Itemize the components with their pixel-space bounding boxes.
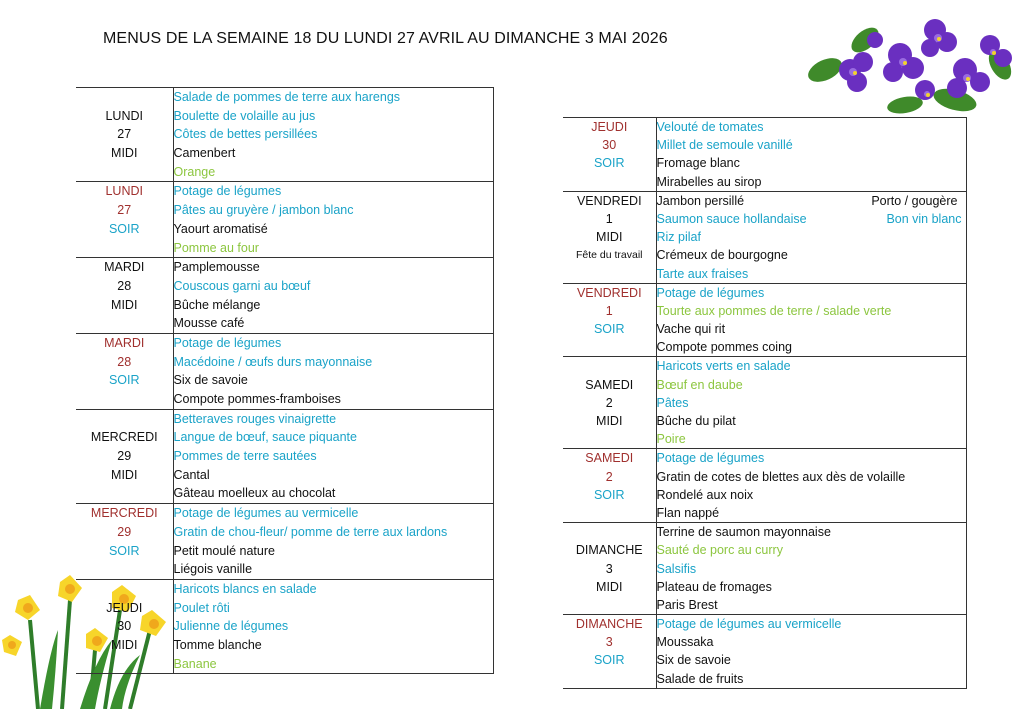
dish-item (174, 504, 493, 523)
dish-label: Potage de légumes au vermicelle (173, 506, 359, 521)
dish-item (657, 338, 966, 356)
dish-label: Moussaka (656, 635, 714, 650)
dish-item (657, 192, 966, 210)
dish-label: Liégois vanille (173, 562, 253, 577)
dish-item (657, 541, 966, 559)
dish-label: Gâteau moelleux au chocolat (173, 486, 336, 501)
meal-time: SOIR (108, 543, 140, 558)
dish-label: Bûche mélange (173, 297, 261, 312)
meal-time: MIDI (596, 230, 623, 245)
meal-row (563, 357, 966, 449)
day-cell (76, 409, 173, 503)
day-spacer (76, 655, 173, 674)
dish-label: Plateau de fromages (656, 579, 772, 594)
meal-time: SOIR (593, 487, 625, 502)
meal-row (563, 191, 966, 283)
dish-item (174, 144, 493, 163)
dishes-cell (656, 615, 966, 689)
meal-time: MIDI (596, 414, 623, 428)
dish-label: Flan nappé (656, 505, 720, 520)
dish-label: Camenbert (173, 146, 236, 161)
dish-item (174, 314, 493, 333)
day-date: 30 (602, 138, 617, 153)
dish-label: Six de savoie (173, 373, 248, 388)
dish-item (657, 136, 966, 154)
dish-label: Bûche du pilat (656, 414, 736, 428)
day-name: VENDREDI (576, 285, 642, 300)
day-name: MARDI (104, 335, 145, 350)
dish-item (174, 428, 493, 447)
meal-time: SOIR (108, 221, 140, 236)
drink-pairing: Porto / gougère (871, 193, 958, 208)
meal-row (76, 333, 493, 409)
meal-row (76, 409, 493, 503)
dish-item (174, 277, 493, 296)
dish-item (657, 154, 966, 172)
day-cell (76, 258, 173, 334)
dish-label: Julienne de légumes (173, 619, 289, 634)
dish-item (174, 523, 493, 542)
dish-item (174, 201, 493, 220)
dish-label: Haricots blancs en salade (173, 581, 317, 596)
dishes-cell (173, 504, 493, 580)
dish-item (174, 560, 493, 579)
dish-item (174, 182, 493, 201)
dish-label: Langue de bœuf, sauce piquante (173, 430, 357, 445)
day-spacer (563, 596, 656, 614)
dish-label: Riz pilaf (656, 230, 701, 245)
dish-label: Côtes de bettes persillées (173, 127, 318, 142)
dish-label: Pommes de terre sautées (173, 449, 317, 464)
drink-pairing: Bon vin blanc (886, 211, 962, 226)
day-spacer (76, 580, 173, 599)
day-spacer (76, 88, 173, 107)
dishes-cell (173, 182, 493, 258)
dish-label: Jambon persillé (656, 193, 745, 208)
meal-row (76, 504, 493, 580)
day-spacer (76, 560, 173, 579)
dish-item (174, 371, 493, 390)
dish-item (657, 430, 966, 448)
meal-row (76, 88, 493, 182)
dish-label: Salade de fruits (656, 671, 744, 686)
dish-label: Tourte aux pommes de terre / salade verte (656, 303, 892, 318)
meal-time: MIDI (111, 637, 138, 652)
dish-item (657, 357, 966, 375)
dish-item (657, 523, 966, 541)
dish-item (174, 636, 493, 655)
dish-item (174, 258, 493, 277)
day-date: 29 (117, 524, 132, 539)
dish-item (657, 284, 966, 302)
meal-time: SOIR (593, 322, 625, 337)
dish-item (174, 466, 493, 485)
dish-label: Gratin de chou-fleur/ pomme de terre aux lardons (173, 524, 448, 539)
dish-item (657, 651, 966, 669)
day-name: JEUDI (591, 120, 628, 134)
dish-label: Pomme au four (173, 240, 259, 255)
dish-item (657, 633, 966, 651)
dishes-cell (656, 191, 966, 283)
dish-item (174, 296, 493, 315)
day-name: DIMANCHE (575, 617, 643, 632)
dish-item (174, 484, 493, 503)
day-spacer (76, 390, 173, 409)
dish-item (174, 410, 493, 429)
dish-item (657, 468, 966, 486)
dish-label: Crémeux de bourgogne (656, 248, 788, 263)
dish-item (174, 88, 493, 107)
dish-item (174, 239, 493, 258)
dish-item (174, 107, 493, 126)
dish-label: Tarte aux fraises (656, 266, 749, 281)
dishes-cell (173, 409, 493, 503)
day-name: SAMEDI (585, 377, 634, 392)
dish-label: Potage de légumes (656, 451, 765, 466)
meal-time: SOIR (108, 373, 140, 388)
dish-label: Haricots verts en salade (656, 359, 791, 374)
day-date: 28 (117, 354, 132, 369)
day-spacer (76, 163, 173, 182)
day-cell (563, 283, 656, 357)
dishes-cell (656, 357, 966, 449)
dish-item (657, 560, 966, 578)
day-date: 27 (117, 203, 132, 218)
dish-item (657, 173, 966, 191)
meal-row (563, 615, 966, 689)
day-date: 1 (605, 303, 613, 318)
day-spacer (76, 314, 173, 333)
dish-item (657, 376, 966, 394)
menu-table-left (76, 87, 494, 674)
dish-label: Compote pommes-framboises (173, 392, 341, 406)
day-cell (563, 615, 656, 689)
dish-item (174, 599, 493, 618)
day-cell (563, 357, 656, 449)
dish-label: Yaourt aromatisé (173, 221, 268, 236)
dish-label: Macédoine / œufs durs mayonnaise (173, 354, 373, 369)
day-cell (76, 504, 173, 580)
day-spacer (563, 173, 656, 191)
day-name: MERCREDI (90, 430, 158, 445)
dishes-cell (656, 523, 966, 615)
dish-item (174, 334, 493, 353)
dish-label: Terrine de saumon mayonnaise (656, 525, 831, 540)
day-cell (563, 523, 656, 615)
dish-label: Orange (173, 164, 216, 179)
dish-label: Poire (656, 432, 686, 447)
day-date: 3 (605, 561, 613, 576)
dish-item (657, 615, 966, 633)
day-spacer (563, 523, 656, 541)
dish-label: Velouté de tomates (656, 120, 764, 134)
meal-time: SOIR (593, 156, 625, 171)
dish-item (657, 596, 966, 614)
dish-label: Boulette de volaille au jus (173, 108, 316, 123)
dish-item (657, 320, 966, 338)
day-name: VENDREDI (576, 193, 642, 208)
dish-label: Salade de pommes de terre aux harengs (173, 90, 401, 104)
day-name: JEUDI (106, 600, 143, 615)
dish-label: Pâtes au gruyère / jambon blanc (173, 203, 354, 218)
dish-label: Potage de légumes au vermicelle (656, 617, 842, 632)
day-name: DIMANCHE (575, 543, 643, 558)
meal-time: MIDI (111, 146, 138, 161)
dish-item (657, 228, 966, 246)
day-date: 3 (605, 635, 613, 650)
dish-item (657, 210, 966, 228)
dish-label: Potage de légumes (173, 184, 282, 199)
dishes-cell (173, 88, 493, 182)
dish-label: Six de savoie (656, 653, 731, 668)
meal-row (563, 283, 966, 357)
dish-item (657, 302, 966, 320)
dish-label: Petit moulé nature (173, 543, 275, 558)
dish-label: Rondelé aux noix (656, 487, 754, 502)
dish-label: Potage de légumes (173, 335, 282, 350)
day-date: 2 (605, 469, 613, 484)
day-spacer (563, 338, 656, 356)
day-date: 1 (605, 211, 613, 226)
dish-item (174, 353, 493, 372)
dish-label: Couscous garni au bœuf (173, 278, 311, 293)
dish-label: Sauté de porc au curry (656, 543, 783, 558)
dish-label: Potage de légumes (656, 285, 765, 300)
day-cell (76, 182, 173, 258)
dish-item (174, 390, 493, 409)
dishes-cell (173, 258, 493, 334)
dish-item (657, 449, 966, 467)
dish-label: Pamplemousse (173, 260, 260, 275)
dish-item (174, 125, 493, 144)
meal-time: MIDI (596, 579, 623, 594)
dish-label: Bœuf en daube (656, 377, 743, 392)
dish-item (657, 394, 966, 412)
meal-row (563, 523, 966, 615)
day-cell (563, 191, 656, 283)
dish-item (174, 580, 493, 599)
dish-item (657, 412, 966, 430)
day-name: LUNDI (105, 108, 143, 123)
dishes-cell (656, 283, 966, 357)
dish-item (657, 670, 966, 688)
dish-label: Vache qui rit (656, 322, 726, 337)
day-name: MARDI (104, 260, 145, 275)
dish-label: Banane (173, 656, 217, 671)
dish-item (174, 163, 493, 182)
day-spacer (563, 670, 656, 688)
dish-item (174, 542, 493, 561)
dish-item (657, 486, 966, 504)
dish-label: Compote pommes coing (656, 340, 792, 355)
meal-row (76, 182, 493, 258)
violet-flowers-image (805, 10, 1020, 115)
dish-label: Saumon sauce hollandaise (656, 211, 807, 226)
day-cell (76, 579, 173, 673)
day-date: 29 (117, 449, 132, 464)
menu-table-right (563, 117, 967, 689)
dish-item (174, 617, 493, 636)
day-spacer (76, 239, 173, 258)
page-title: MENUS DE LA SEMAINE 18 DU LUNDI 27 AVRIL AU DIMANCHE 3 MAI 2026 (103, 30, 668, 47)
dish-item (657, 118, 966, 136)
dish-item (657, 504, 966, 522)
dishes-cell (173, 333, 493, 409)
dish-item (657, 578, 966, 596)
day-name: SAMEDI (585, 451, 634, 466)
meal-row (563, 118, 966, 192)
dish-label: Poulet rôti (173, 600, 230, 615)
day-cell (76, 88, 173, 182)
dish-item (174, 447, 493, 466)
dishes-cell (656, 449, 966, 523)
dish-label: Millet de semoule vanillé (656, 138, 793, 153)
meal-row (76, 579, 493, 673)
day-spacer (563, 430, 656, 448)
day-name: LUNDI (105, 184, 143, 199)
dishes-cell (173, 579, 493, 673)
day-spacer (563, 504, 656, 522)
day-date: 28 (117, 278, 132, 293)
day-spacer (563, 357, 656, 375)
day-cell (563, 449, 656, 523)
dish-item (174, 220, 493, 239)
meal-time: MIDI (111, 467, 138, 482)
dish-label: Gratin de cotes de blettes aux dès de volaille (656, 469, 906, 484)
dish-label: Fromage blanc (656, 156, 740, 171)
day-name: MERCREDI (90, 506, 158, 521)
meal-time: MIDI (111, 297, 138, 312)
day-spacer (76, 410, 173, 429)
dish-label: Mirabelles au sirop (656, 174, 762, 189)
meal-row (563, 449, 966, 523)
day-date: 2 (605, 395, 613, 410)
dish-label: Betteraves rouges vinaigrette (173, 411, 337, 426)
dish-label: Pâtes (656, 395, 689, 410)
dish-item (657, 265, 966, 283)
day-date: 27 (117, 127, 132, 142)
dish-label: Paris Brest (656, 597, 718, 612)
dish-item (174, 655, 493, 674)
dish-label: Cantal (173, 467, 210, 482)
dish-label: Tomme blanche (173, 637, 262, 652)
dishes-cell (656, 118, 966, 192)
dish-label: Salsifis (656, 561, 697, 576)
day-cell (563, 118, 656, 192)
day-spacer (76, 484, 173, 503)
day-note: Fête du travail (575, 249, 643, 262)
day-spacer (563, 265, 656, 283)
meal-row (76, 258, 493, 334)
day-cell (76, 333, 173, 409)
meal-time: SOIR (593, 653, 625, 668)
day-date: 30 (117, 619, 132, 634)
dish-item (657, 246, 966, 264)
dish-label: Mousse café (173, 316, 245, 331)
